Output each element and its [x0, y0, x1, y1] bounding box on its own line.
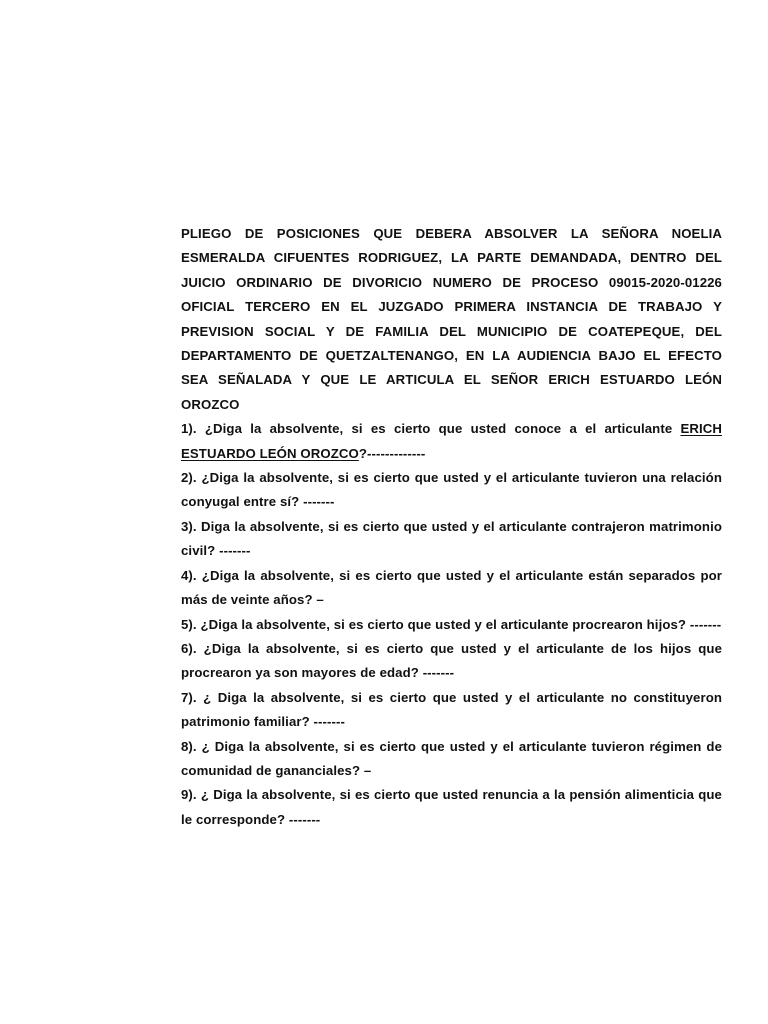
document-body — [181, 222, 722, 832]
question-5: 5). ¿Diga la absolvente, si es cierto que usted y el articulante procrearon hijos? ------- — [181, 616, 722, 632]
question-3: 3). Diga la absolvente, si es cierto que usted y el articulante contrajeron matrimonio civil? ------- — [181, 518, 722, 559]
document-heading: PLIEGO DE POSICIONES QUE DEBERA ABSOLVER LA SEÑORA NOELIA ESMERALDA CIFUENTES RODRIGUEZ, LA PARTE DEMANDADA, DENTRO DEL JUICIO ORDINARIO DE DIVORICIO NUMERO DE PROCESO 09015-2020-01226 OFICIAL TERCERO EN EL JUZGADO PRIMERA INSTANCIA DE TRABAJO Y PREVISION SOCIAL Y DE FAMILIA DEL MUNICIPIO DE COATEPEQUE, DEL DEPARTAMENTO DE QUETZALTENANGO, EN LA AUDIENCIA BAJO EL EFECTO SEA SEÑALADA Y QUE LE ARTICULA EL SEÑOR ERICH ESTUARDO LEÓN OROZCO — [181, 226, 722, 412]
question-6: 6). ¿Diga la absolvente, si es cierto que usted y el articulante de los hijos que procrearon ya son mayores de edad? ------- — [181, 640, 722, 681]
articulante-name: ERICH ESTUARDO LEÓN OROZCO — [181, 421, 722, 461]
question-8: 8). ¿ Diga la absolvente, si es cierto que usted y el articulante tuvieron régimen de comunidad de gananciales? – — [181, 738, 722, 778]
question-9: 9). ¿ Diga la absolvente, si es cierto que usted renuncia a la pensión alimenticia que le corresponde? ------- — [181, 787, 722, 827]
question-2: 2). ¿Diga la absolvente, si es cierto que usted y el articulante tuvieron una relación conyugal entre sí? ------- — [181, 470, 722, 510]
question-1 — [181, 417, 722, 466]
question-1-suffix: ?------------- — [358, 445, 426, 461]
question-4: 4). ¿Diga la absolvente, si es cierto que usted y el articulante están separados por más de veinte años? – — [181, 567, 722, 608]
question-1-text: 1). ¿Diga la absolvente, si es cierto que usted conoce a el articulante — [181, 421, 681, 437]
question-7: 7). ¿ Diga la absolvente, si es cierto que usted y el articulante no constituyeron patrimonio familiar? ------- — [181, 689, 722, 730]
